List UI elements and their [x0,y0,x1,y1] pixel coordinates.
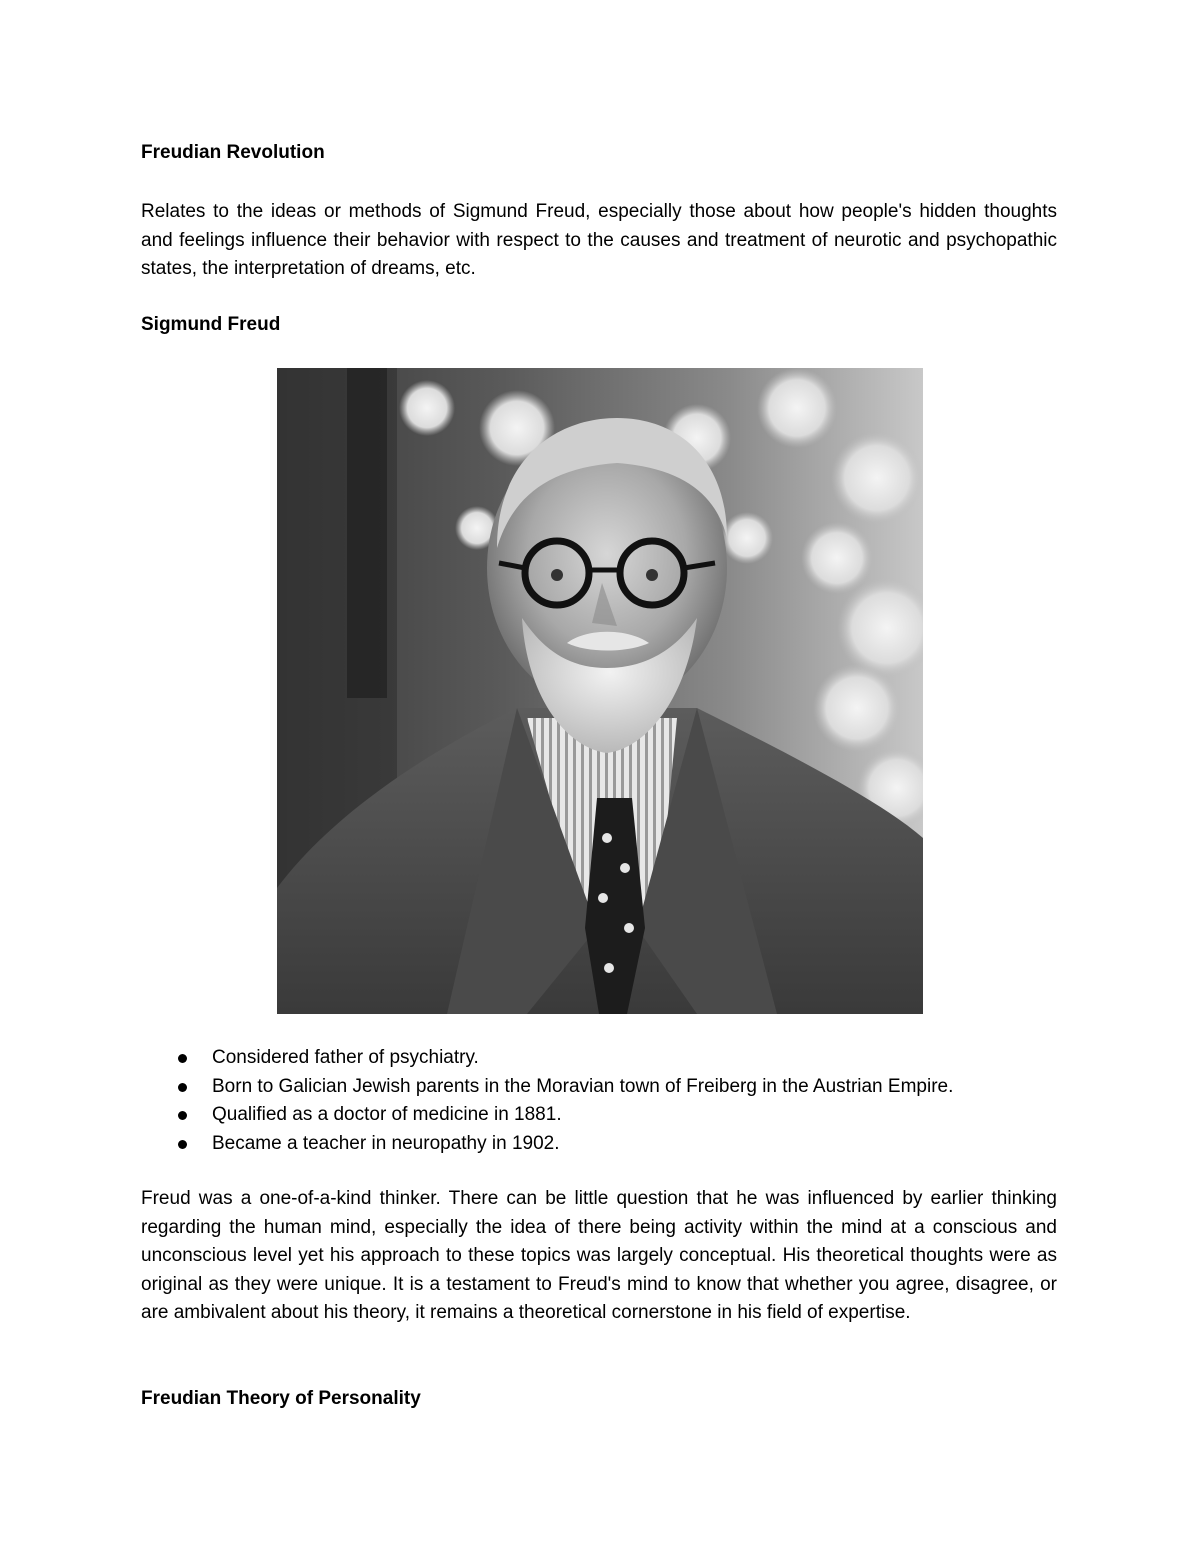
bullet-icon [178,1111,187,1120]
paragraph-freud-thinker: Freud was a one-of-a-kind thinker. There can be little question that he was influenced by earlier thinking regarding the human mind, especially the idea of there being activity within the mind at a conscious and unconscious level yet his approach to these topics was largely conceptual. His theoretical thoughts were as original as they were unique. It is a testament to Freud's mind to know that whether you agree, disagree, or are ambivalent about his theory, it remains a theoretical cornerstone in his field of expertise. [141,1188,1057,1323]
heading-sigmund-freud: Sigmund Freud [141,314,281,335]
bullet-icon [178,1083,187,1092]
freud-facts-list [141,1044,953,1158]
bullet-icon [178,1140,187,1149]
portrait-photo [277,368,923,1014]
heading-freudian-revolution: Freudian Revolution [141,142,325,163]
list-item: Born to Galician Jewish parents in the Moravian town of Freiberg in the Austrian Empire. [141,1073,953,1102]
list-item: Qualified as a doctor of medicine in 1881. [141,1101,953,1130]
paragraph-revolution-definition: Relates to the ideas or methods of Sigmund Freud, especially those about how people's hidden thoughts and feelings influence their behavior with respect to the causes and treatment of neurotic and psychopathic states, the interpretation of dreams, etc. [141,201,1057,279]
list-item: Became a teacher in neuropathy in 1902. [141,1130,953,1159]
bullet-icon [178,1054,187,1063]
list-item: Considered father of psychiatry. [141,1044,953,1073]
heading-freudian-theory-of-personality: Freudian Theory of Personality [141,1388,421,1409]
